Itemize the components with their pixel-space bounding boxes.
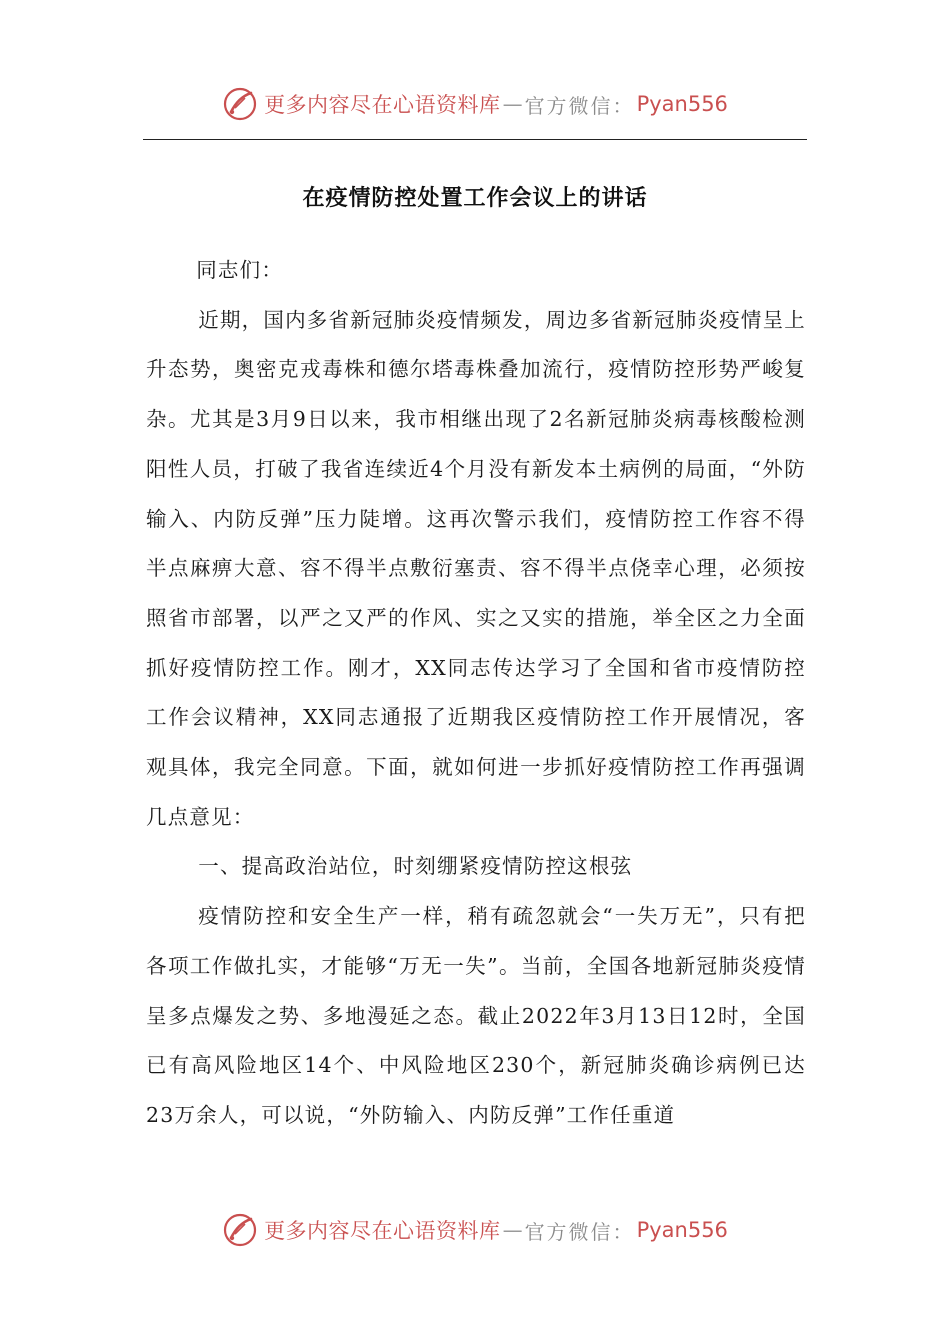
- watermark-wechat-id: Pyan556: [636, 92, 728, 116]
- watermark-text: 更多内容尽在心语资料库: [264, 93, 501, 117]
- watermark-separator: —: [502, 92, 523, 116]
- paragraph: 疫情防控和安全生产一样，稍有疏忽就会“一失万无”，只有把各项工作做扎实，才能够“万无一失”。当前，全国各地新冠肺炎疫情呈多点爆发之势、多地漫延之态。截止2022年3月13日12时，全国已有高风险地区14个、中风险地区230个，新冠肺炎确诊病例已达23万余人，可以说，“外防输入、内防反弹”工作任重道: [146, 904, 806, 1127]
- watermark-wechat-id: Pyan556: [636, 1218, 728, 1242]
- document-title: 在疫情防控处置工作会议上的讲话: [302, 186, 648, 211]
- footer-watermark: [0, 1208, 950, 1252]
- watermark-wechat-label: 官方微信：: [524, 1219, 635, 1244]
- paragraph: 近期，国内多省新冠肺炎疫情频发，周边多省新冠肺炎疫情呈上升态势，奥密克戎毒株和德尔塔毒株叠加流行，疫情防控形势严峻复杂。尤其是3月9日以来，我市相继出现了2名新冠肺炎病毒核酸检测阳性人员，打破了我省连续近4个月没有新发本土病例的局面，“外防输入、内防反弹”压力陡增。这再次警示我们，疫情防控工作容不得半点麻痹大意、容不得半点敷衍塞责、容不得半点侥幸心理，必须按照省市部署，以严之又严的作风、实之又实的措施，举全区之力全面抓好疫情防控工作。刚才，XX同志传达学习了全国和省市疫情防控工作会议精神，XX同志通报了近期我区疫情防控工作开展情况，客观具体，我完全同意。下面，就如何进一步抓好疫情防控工作再强调几点意见：: [146, 307, 806, 829]
- watermark-separator: —: [502, 1218, 523, 1242]
- document-body: [146, 246, 806, 1141]
- brush-logo-icon: [222, 86, 258, 122]
- header-watermark: [0, 82, 950, 126]
- watermark-text: 更多内容尽在心语资料库: [264, 1219, 501, 1243]
- section-heading: 一、提高政治站位，时刻绷紧疫情防控这根弦: [198, 854, 633, 879]
- watermark-wechat-label: 官方微信：: [524, 93, 635, 118]
- header-divider: [143, 139, 807, 140]
- brush-logo-icon: [222, 1212, 258, 1248]
- salutation: 同志们：: [196, 258, 284, 282]
